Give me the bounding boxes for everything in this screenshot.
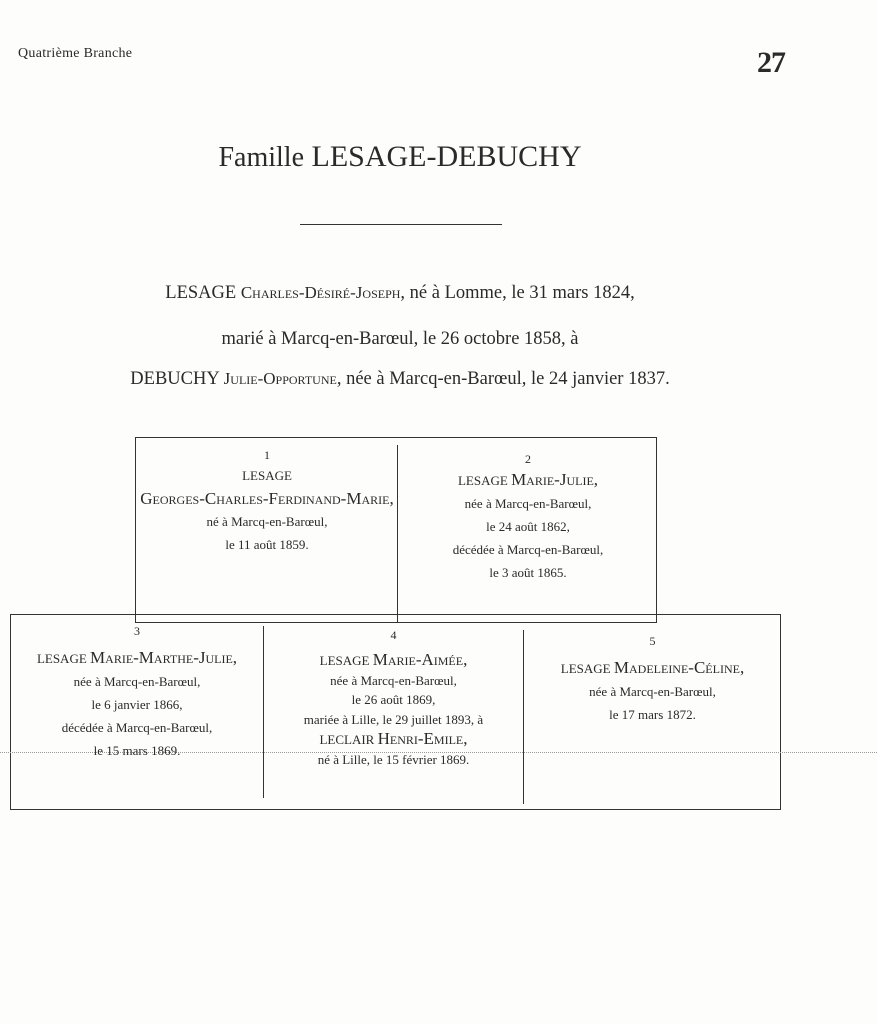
child-detail: née à Marcq-en-Barœul, <box>589 684 716 699</box>
mother-given-names: Julie-Opportune <box>223 369 337 388</box>
child-surname: LESAGE <box>36 651 87 666</box>
child-detail: le 3 août 1865. <box>489 565 567 580</box>
child-detail: né à Marcq-en-Barœul, <box>206 514 328 529</box>
page-title <box>0 140 800 174</box>
child-number: 5 <box>649 634 656 648</box>
upper-box-divider <box>397 445 398 623</box>
child-detail: décédée à Marcq-en-Barœul, <box>452 542 604 557</box>
child-surname: LESAGE <box>242 468 292 483</box>
child-surname: LESAGE <box>457 473 508 488</box>
father-line <box>40 283 760 304</box>
child-name-line <box>12 646 262 670</box>
child-entry-3 <box>12 622 262 762</box>
child-name-line <box>400 468 656 492</box>
spouse-given-names: Henri-Emile, <box>377 729 468 748</box>
child-detail: le 26 août 1869, <box>351 692 436 707</box>
child-given-names: Marie-Marthe-Julie, <box>90 648 238 667</box>
spouse-surname: LECLAIR <box>319 732 375 747</box>
child-name-line <box>265 650 522 671</box>
spouse-detail: né à Lille, le 15 février 1869. <box>317 751 470 767</box>
lower-box-divider-2 <box>523 630 524 804</box>
child-given-names: Marie-Aimée, <box>372 650 468 669</box>
child-detail: née à Marcq-en-Barœul, <box>330 672 457 688</box>
child-number: 4 <box>390 628 397 642</box>
mother-surname: DEBUCHY <box>130 369 220 389</box>
child-entry-1 <box>137 446 397 556</box>
child-given-names: Marie-Julie, <box>511 470 599 489</box>
title-divider <box>300 224 502 225</box>
child-entry-5 <box>525 632 780 726</box>
child-entry-4 <box>265 626 522 769</box>
child-number: 3 <box>134 624 140 638</box>
child-detail: née à Marcq-en-Barœul, <box>73 674 201 689</box>
child-given-names: Georges-Charles-Ferdinand-Marie, <box>140 489 394 508</box>
lower-box-divider-1 <box>263 626 264 798</box>
child-detail: décédée à Marcq-en-Barœul, <box>61 720 213 735</box>
mother-line <box>40 369 760 390</box>
child-detail: le 24 août 1862, <box>486 519 570 534</box>
child-detail: le 17 mars 1872. <box>609 707 696 722</box>
father-given-names: Charles-Désiré-Joseph <box>240 283 401 302</box>
branch-heading: Quatrième Branche <box>18 46 133 61</box>
child-name-line <box>525 656 780 680</box>
page-number: 27 <box>757 46 785 79</box>
title-family-name: LESAGE-DEBUCHY <box>311 140 582 173</box>
child-detail: née à Marcq-en-Barœul, <box>464 496 592 511</box>
child-detail: le 6 janvier 1866, <box>91 697 183 712</box>
child-given-names: Madeleine-Céline, <box>613 658 745 677</box>
child-detail: mariée à Lille, le 29 juillet 1893, à <box>303 711 484 727</box>
child-surname: LESAGE <box>560 661 611 676</box>
marriage-line: marié à Marcq-en-Barœul, le 26 octobre 1858, à <box>221 329 579 349</box>
title-prefix: Famille <box>218 142 305 173</box>
child-detail: le 15 mars 1869. <box>93 743 181 758</box>
father-surname: LESAGE <box>165 283 237 303</box>
father-details: , né à Lomme, le 31 mars 1824, <box>400 283 635 303</box>
spouse-name-line <box>265 729 522 750</box>
child-surname: LESAGE <box>319 653 370 668</box>
child-detail: le 11 août 1859. <box>225 537 309 552</box>
child-number: 2 <box>525 452 531 466</box>
child-number: 1 <box>264 448 270 462</box>
mother-details: , née à Marcq-en-Barœul, le 24 janvier 1837. <box>336 369 670 389</box>
child-entry-2 <box>400 450 656 584</box>
